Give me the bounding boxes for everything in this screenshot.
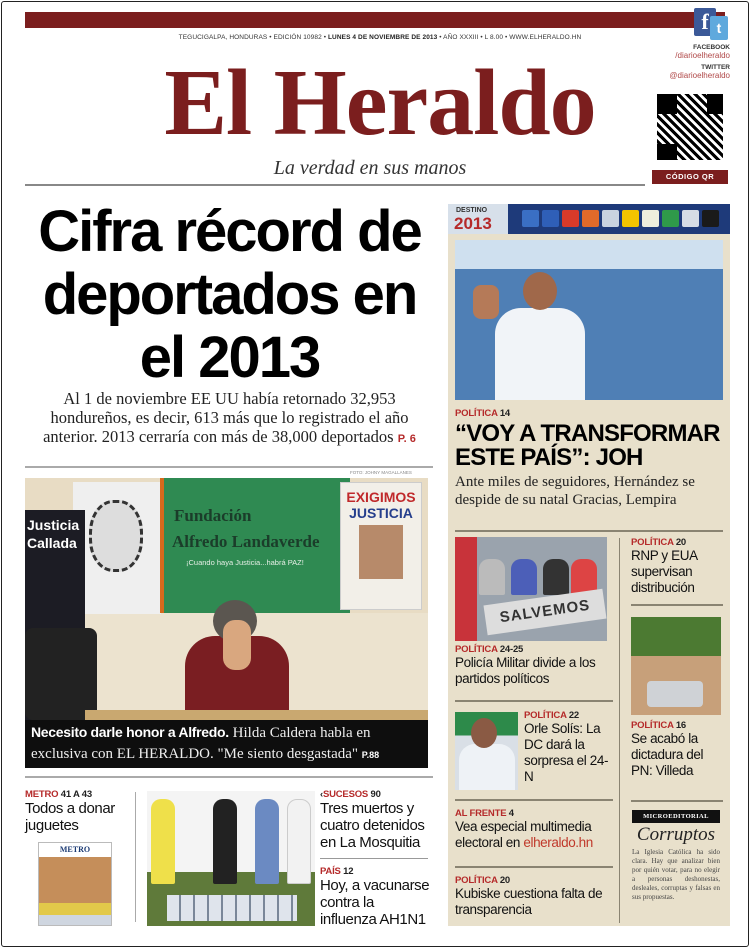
microeditorial-title[interactable]: Corruptos xyxy=(636,824,716,845)
sign-left-text: Justicia Callada xyxy=(27,517,80,551)
story-section: POLÍTICA xyxy=(524,710,567,721)
brief-page: 90 xyxy=(370,789,381,800)
brief-page: 12 xyxy=(343,866,354,877)
facebook-handle[interactable]: /diarioelheraldo xyxy=(675,51,730,60)
story-headline: Kubiske cuestiona falta de transparencia xyxy=(455,886,603,917)
story-page: 22 xyxy=(568,710,580,721)
orle-solis-photo[interactable] xyxy=(455,712,518,790)
dateline-info: • AÑO XXXIII • L 8.00 • WWW.ELHERALDO.HN xyxy=(437,34,582,41)
right-divider xyxy=(455,700,613,702)
story-page: 4 xyxy=(508,808,514,819)
lead-page-ref: P. 6 xyxy=(397,433,416,445)
destino-year: 2013 xyxy=(454,214,492,233)
person-figure xyxy=(255,799,279,884)
foundation-banner xyxy=(160,478,350,613)
story-page: 20 xyxy=(499,875,511,886)
party-logo-icon xyxy=(702,210,719,227)
person-figure xyxy=(213,799,237,884)
lead-divider xyxy=(25,466,433,468)
story-orle-solis[interactable] xyxy=(524,710,616,785)
brief-headline: Hoy, a vacunarse contra la influenza AH1N1 xyxy=(320,877,430,928)
party-logo-icon xyxy=(642,210,659,227)
masthead-top-bar xyxy=(25,12,725,28)
party-logos xyxy=(522,210,719,227)
masthead-divider xyxy=(25,184,645,186)
brief-pais[interactable] xyxy=(320,866,430,928)
story-headline: RNP y EUA supervisan distribución xyxy=(631,548,697,595)
story-headline: “VOY A TRANSFORMAR ESTE PAÍS”: JOH xyxy=(455,420,720,471)
brief-page: 41 A 43 xyxy=(60,789,92,800)
brief-headline: Todos a donar juguetes xyxy=(25,800,115,834)
story-headline: Vea especial multimedia electoral en xyxy=(455,819,592,850)
qr-code-label: CÓDIGO QR xyxy=(652,170,728,184)
story-rnp-eua[interactable] xyxy=(631,537,723,596)
facebook-icon[interactable]: f xyxy=(694,8,716,36)
party-logo-icon xyxy=(562,210,579,227)
banner-line-2: Alfredo Landaverde xyxy=(172,532,320,551)
dateline-date: LUNES 4 DE NOVIEMBRE DE 2013 xyxy=(327,34,438,41)
lead-deck xyxy=(22,389,437,449)
brief-section: SUCESOS xyxy=(322,789,369,800)
policia-militar-photo[interactable] xyxy=(455,537,607,641)
portrait-face-icon xyxy=(89,500,143,572)
brief-sucesos[interactable] xyxy=(320,789,430,851)
party-logo-icon xyxy=(602,210,619,227)
party-logo-icon xyxy=(582,210,599,227)
seized-packages xyxy=(167,895,297,921)
sign-right xyxy=(340,482,422,610)
story-page: 16 xyxy=(675,720,687,731)
vehicle-shape xyxy=(647,681,703,707)
lead-headline[interactable]: Cifra récord de deportados en el 2013 xyxy=(38,199,421,390)
photo-credit: FOTO: JOHNY MAGALLANES xyxy=(350,470,412,475)
story-policia-militar[interactable] xyxy=(455,644,615,687)
story-page: 14 xyxy=(499,408,511,419)
social-block xyxy=(648,8,730,80)
tv-shape xyxy=(25,628,97,720)
lead-photo[interactable] xyxy=(25,478,428,720)
microeditorial-label: MICROEDITORIAL xyxy=(632,810,720,823)
party-logo-icon xyxy=(622,210,639,227)
story-section: POLÍTICA xyxy=(455,875,498,886)
story-headline: Se acabó la dictadura del PN: Villeda xyxy=(631,731,704,778)
right-divider xyxy=(455,799,613,801)
lead-photo-caption xyxy=(25,720,428,768)
story-page: 20 xyxy=(675,537,687,548)
caption-text: Hilda Caldera habla en exclusiva con EL HERALDO. "Me siento desgastada" xyxy=(31,725,371,762)
thumbs-up-icon xyxy=(473,285,499,319)
facebook-label: FACEBOOK xyxy=(693,44,730,51)
right-column-divider xyxy=(619,538,620,923)
story-headline: Orle Solís: La DC dará la sorpresa el 24-N xyxy=(524,721,609,784)
caption-page-ref: P.88 xyxy=(361,750,380,760)
destino-label: DESTINO xyxy=(456,207,488,214)
dateline-location: TEGUCIGALPA, HONDURAS • EDICIÓN 10982 • xyxy=(178,34,328,41)
banner-line-1: Fundación xyxy=(174,506,252,525)
column-divider xyxy=(135,792,136,922)
sign-right-line-1: EXIGIMOS xyxy=(346,489,416,505)
party-logo-icon xyxy=(542,210,559,227)
brief-headline: Tres muertos y cuatro detenidos en La Mosquitia xyxy=(320,800,425,851)
twitter-label: TWITTER xyxy=(701,64,730,71)
story-section: AL FRENTE xyxy=(455,808,507,819)
story-section: POLÍTICA xyxy=(631,537,674,548)
story-al-frente[interactable] xyxy=(455,808,615,851)
villeda-rally-photo[interactable] xyxy=(631,617,721,715)
party-logo-icon xyxy=(522,210,539,227)
newspaper-title: El Heraldo xyxy=(164,51,596,155)
right-divider xyxy=(631,604,723,606)
story-headline: Policía Militar divide a los partidos políticos xyxy=(455,655,596,686)
dateline xyxy=(140,34,620,41)
story-section: POLÍTICA xyxy=(455,408,498,419)
person-figure xyxy=(287,799,311,884)
elheraldo-link[interactable]: elheraldo.hn xyxy=(523,835,593,850)
woman-figure xyxy=(185,600,289,720)
sign-portrait-icon xyxy=(359,525,403,579)
lower-divider xyxy=(25,776,433,778)
desk-shape xyxy=(85,710,428,720)
sucesos-photo[interactable] xyxy=(147,791,315,926)
caption-bold: Necesito darle honor a Alfredo. xyxy=(31,724,229,740)
metro-thumb-label: METRO xyxy=(59,845,91,854)
right-divider xyxy=(455,866,613,868)
joh-rally-photo[interactable] xyxy=(455,240,723,400)
story-page: 24-25 xyxy=(499,644,524,655)
destino-2013-banner[interactable] xyxy=(448,204,730,234)
brief-section: PAÍS xyxy=(320,866,341,877)
person-figure xyxy=(151,799,175,884)
tagline: La verdad en sus manos xyxy=(273,157,467,179)
twitter-handle[interactable]: @diarioelheraldo xyxy=(669,71,730,80)
story-deck: Ante miles de seguidores, Hernández se despide de su natal Gracias, Lempira xyxy=(455,474,695,508)
portrait-banner xyxy=(73,482,161,614)
story-villeda[interactable] xyxy=(631,720,723,779)
brief-prefix: ‹ xyxy=(320,789,323,800)
qr-code-icon[interactable] xyxy=(655,92,725,162)
politics-top-story[interactable] xyxy=(455,408,727,509)
right-divider xyxy=(455,530,723,532)
story-section: POLÍTICA xyxy=(455,644,498,655)
microeditorial-body: La Iglesia Católica ha sido clara. Hay que analizar bien por quién votar, para no elegir a personas deshonestas, desleales, corruptas y falsas en sus propuestas. xyxy=(632,848,720,901)
party-logo-icon xyxy=(682,210,699,227)
sign-right-line-2: JUSTICIA xyxy=(349,505,413,521)
story-kubiske[interactable] xyxy=(455,875,615,918)
brief-section: METRO xyxy=(25,789,59,800)
right-divider xyxy=(631,800,723,802)
story-section: POLÍTICA xyxy=(631,720,674,731)
lead-deck-text: Al 1 de noviembre EE UU había retornado 32,953 hondureños, es decir, 613 más que lo registrado el año anterior. 2013 cerraría con más de 38,000 deportados xyxy=(43,389,409,446)
brief-divider xyxy=(320,858,428,859)
twitter-icon[interactable]: t xyxy=(710,16,728,40)
party-logo-icon xyxy=(662,210,679,227)
brief-metro[interactable] xyxy=(25,789,125,834)
banner-line-3: ¡Cuando haya Justicia...habrá PAZ! xyxy=(186,558,304,567)
photo-banner-text: SALVEMOS xyxy=(483,589,606,635)
metro-supplement-thumbnail[interactable] xyxy=(38,842,112,926)
